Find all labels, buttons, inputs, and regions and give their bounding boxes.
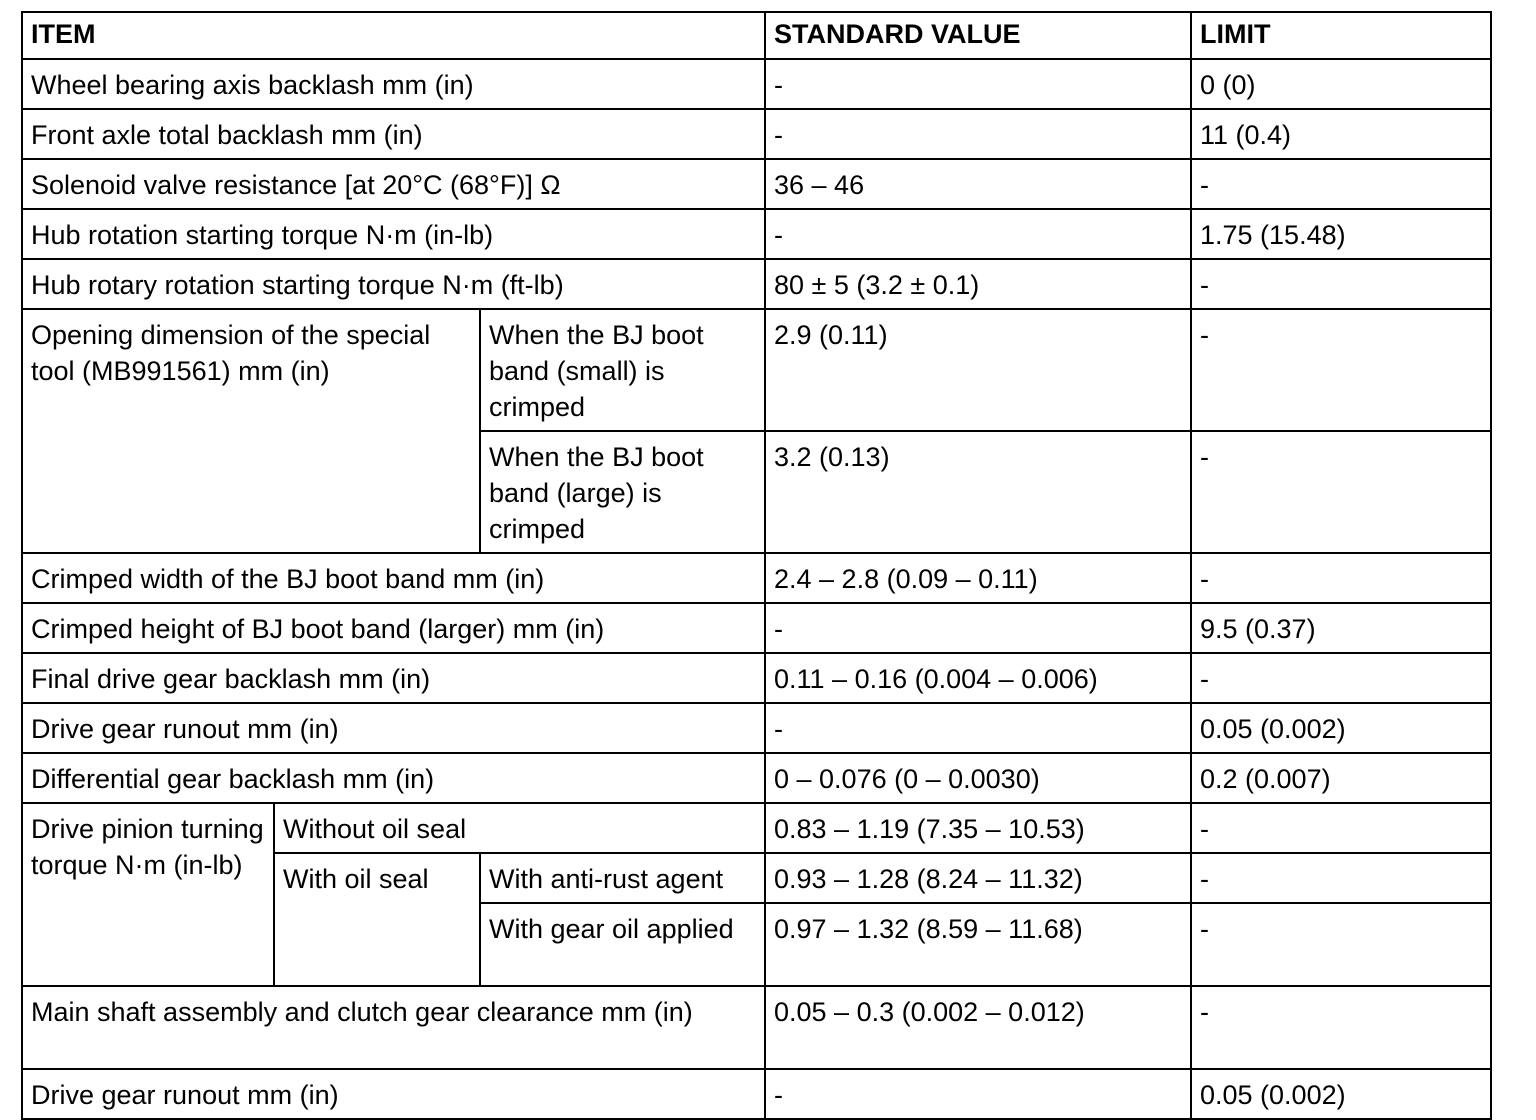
limit-cell: - xyxy=(1191,803,1491,853)
item-cell: Wheel bearing axis backlash mm (in) xyxy=(22,59,765,109)
limit-cell: - xyxy=(1191,309,1491,431)
table-row xyxy=(22,109,1491,159)
item-cell: Differential gear backlash mm (in) xyxy=(22,753,765,803)
standard-value-cell: 2.4 – 2.8 (0.09 – 0.11) xyxy=(765,553,1191,603)
limit-cell: - xyxy=(1191,853,1491,903)
item-cell: Crimped width of the BJ boot band mm (in) xyxy=(22,553,765,603)
header-limit: LIMIT xyxy=(1191,12,1491,59)
standard-value-cell: 2.9 (0.11) xyxy=(765,309,1191,431)
standard-value-cell: - xyxy=(765,603,1191,653)
table-row xyxy=(22,159,1491,209)
table-row xyxy=(22,209,1491,259)
table-row xyxy=(22,653,1491,703)
item-cell-opening-dimension: Opening dimension of the special tool (MB991561) mm (in) xyxy=(22,309,480,553)
limit-cell: - xyxy=(1191,259,1491,309)
standard-value-cell: 0.05 – 0.3 (0.002 – 0.012) xyxy=(765,986,1191,1069)
limit-cell: 0.05 (0.002) xyxy=(1191,1069,1491,1119)
standard-value-cell: 0 – 0.076 (0 – 0.0030) xyxy=(765,753,1191,803)
item-cell: Solenoid valve resistance [at 20°C (68°F)] Ω xyxy=(22,159,765,209)
condition-cell: With gear oil applied xyxy=(480,903,765,986)
table-row xyxy=(22,603,1491,653)
limit-cell: 0.2 (0.007) xyxy=(1191,753,1491,803)
standard-value-cell: - xyxy=(765,59,1191,109)
item-cell: Crimped height of BJ boot band (larger) mm (in) xyxy=(22,603,765,653)
limit-cell: 0.05 (0.002) xyxy=(1191,703,1491,753)
standard-value-cell: - xyxy=(765,109,1191,159)
item-cell: Hub rotation starting torque N·m (in-lb) xyxy=(22,209,765,259)
limit-cell: 9.5 (0.37) xyxy=(1191,603,1491,653)
table-header-row xyxy=(22,12,1491,59)
standard-value-cell: 0.83 – 1.19 (7.35 – 10.53) xyxy=(765,803,1191,853)
item-cell: Drive gear runout mm (in) xyxy=(22,1069,765,1119)
limit-cell: 11 (0.4) xyxy=(1191,109,1491,159)
table-row xyxy=(22,259,1491,309)
condition-cell: When the BJ boot band (small) is crimped xyxy=(480,309,765,431)
limit-cell: 0 (0) xyxy=(1191,59,1491,109)
limit-cell: - xyxy=(1191,553,1491,603)
specification-table xyxy=(21,11,1492,1120)
item-cell: Final drive gear backlash mm (in) xyxy=(22,653,765,703)
condition-cell: When the BJ boot band (large) is crimped xyxy=(480,431,765,553)
item-cell: Drive gear runout mm (in) xyxy=(22,703,765,753)
limit-cell: - xyxy=(1191,159,1491,209)
header-item: ITEM xyxy=(22,12,765,59)
standard-value-cell: 36 – 46 xyxy=(765,159,1191,209)
condition-cell: Without oil seal xyxy=(274,803,765,853)
standard-value-cell: - xyxy=(765,209,1191,259)
header-standard-value: STANDARD VALUE xyxy=(765,12,1191,59)
limit-cell: - xyxy=(1191,431,1491,553)
table-row xyxy=(22,59,1491,109)
table-row xyxy=(22,703,1491,753)
condition-cell: With oil seal xyxy=(274,853,480,986)
item-cell-drive-pinion: Drive pinion turning torque N·m (in-lb) xyxy=(22,803,274,986)
table-row xyxy=(22,803,1491,853)
standard-value-cell: 0.93 – 1.28 (8.24 – 11.32) xyxy=(765,853,1191,903)
table-row xyxy=(22,309,1491,431)
table-row xyxy=(22,753,1491,803)
table-row xyxy=(22,553,1491,603)
limit-cell: 1.75 (15.48) xyxy=(1191,209,1491,259)
limit-cell: - xyxy=(1191,986,1491,1069)
standard-value-cell: 0.11 – 0.16 (0.004 – 0.006) xyxy=(765,653,1191,703)
standard-value-cell: - xyxy=(765,703,1191,753)
table-row xyxy=(22,986,1491,1069)
item-cell: Main shaft assembly and clutch gear clearance mm (in) xyxy=(22,986,765,1069)
standard-value-cell: - xyxy=(765,1069,1191,1119)
condition-cell: With anti-rust agent xyxy=(480,853,765,903)
limit-cell: - xyxy=(1191,653,1491,703)
item-cell: Hub rotary rotation starting torque N·m (ft-lb) xyxy=(22,259,765,309)
standard-value-cell: 3.2 (0.13) xyxy=(765,431,1191,553)
limit-cell: - xyxy=(1191,903,1491,986)
standard-value-cell: 80 ± 5 (3.2 ± 0.1) xyxy=(765,259,1191,309)
item-cell: Front axle total backlash mm (in) xyxy=(22,109,765,159)
standard-value-cell: 0.97 – 1.32 (8.59 – 11.68) xyxy=(765,903,1191,986)
